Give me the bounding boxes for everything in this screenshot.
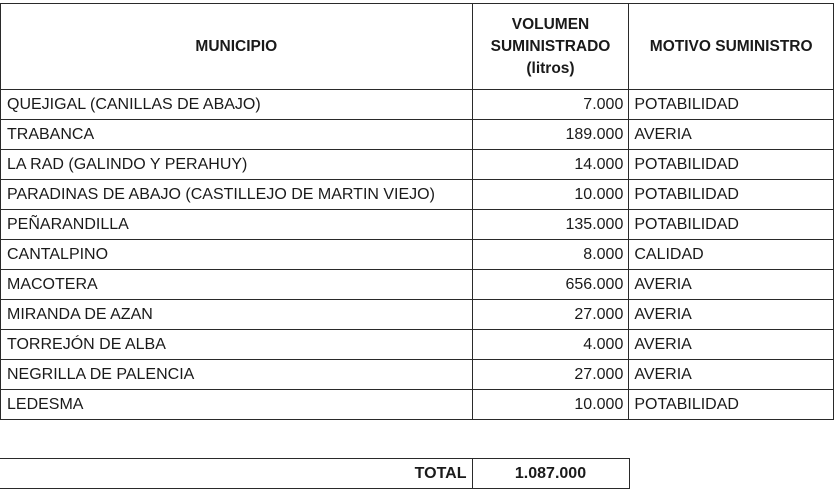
- table-row: [1, 240, 834, 270]
- table-row: [1, 330, 834, 360]
- header-volumen-line2: SUMINISTRADO: [490, 37, 611, 55]
- cell-volumen: 189.000: [472, 120, 629, 150]
- table-row: [1, 120, 834, 150]
- cell-motivo: AVERIA: [629, 330, 834, 360]
- cell-municipio: PEÑARANDILLA: [1, 210, 473, 240]
- cell-volumen: 14.000: [472, 150, 629, 180]
- header-volumen-line1: VOLUMEN: [511, 15, 590, 33]
- cell-volumen: 135.000: [472, 210, 629, 240]
- table-row: [1, 390, 834, 420]
- cell-municipio: NEGRILLA DE PALENCIA: [1, 360, 473, 390]
- cell-municipio: MACOTERA: [1, 270, 473, 300]
- cell-municipio: TORREJÓN DE ALBA: [1, 330, 473, 360]
- cell-volumen: 656.000: [472, 270, 629, 300]
- cell-motivo: CALIDAD: [629, 240, 834, 270]
- cell-volumen: 27.000: [472, 360, 629, 390]
- cell-motivo: AVERIA: [629, 120, 834, 150]
- cell-municipio: LEDESMA: [1, 390, 473, 420]
- cell-motivo: POTABILIDAD: [629, 90, 834, 120]
- header-municipio: MUNICIPIO: [1, 4, 473, 90]
- header-volumen-line3: (litros): [526, 59, 575, 77]
- cell-motivo: POTABILIDAD: [629, 390, 834, 420]
- cell-volumen: 27.000: [472, 300, 629, 330]
- table-row: [1, 90, 834, 120]
- table-row: [1, 210, 834, 240]
- header-volumen: [472, 4, 629, 90]
- cell-municipio: CANTALPINO: [1, 240, 473, 270]
- cell-motivo: AVERIA: [629, 270, 834, 300]
- cell-municipio: TRABANCA: [1, 120, 473, 150]
- cell-municipio: PARADINAS DE ABAJO (CASTILLEJO DE MARTIN VIEJO): [1, 180, 473, 210]
- cell-motivo: AVERIA: [629, 360, 834, 390]
- cell-motivo: POTABILIDAD: [629, 180, 834, 210]
- cell-motivo: AVERIA: [629, 300, 834, 330]
- cell-volumen: 8.000: [472, 240, 629, 270]
- table-row: [1, 270, 834, 300]
- table-row: [1, 300, 834, 330]
- total-table: [0, 458, 630, 489]
- supply-table: [0, 3, 834, 420]
- table-row: [1, 150, 834, 180]
- total-row: [0, 459, 629, 489]
- cell-volumen: 4.000: [472, 330, 629, 360]
- header-motivo: MOTIVO SUMINISTRO: [629, 4, 834, 90]
- table-row: [1, 360, 834, 390]
- header-row: [1, 4, 834, 90]
- cell-motivo: POTABILIDAD: [629, 150, 834, 180]
- total-value: 1.087.000: [472, 459, 629, 489]
- total-label: TOTAL: [0, 459, 472, 489]
- cell-municipio: LA RAD (GALINDO Y PERAHUY): [1, 150, 473, 180]
- cell-municipio: MIRANDA DE AZAN: [1, 300, 473, 330]
- cell-municipio: QUEJIGAL (CANILLAS DE ABAJO): [1, 90, 473, 120]
- cell-motivo: POTABILIDAD: [629, 210, 834, 240]
- table-row: [1, 180, 834, 210]
- cell-volumen: 7.000: [472, 90, 629, 120]
- cell-volumen: 10.000: [472, 180, 629, 210]
- cell-volumen: 10.000: [472, 390, 629, 420]
